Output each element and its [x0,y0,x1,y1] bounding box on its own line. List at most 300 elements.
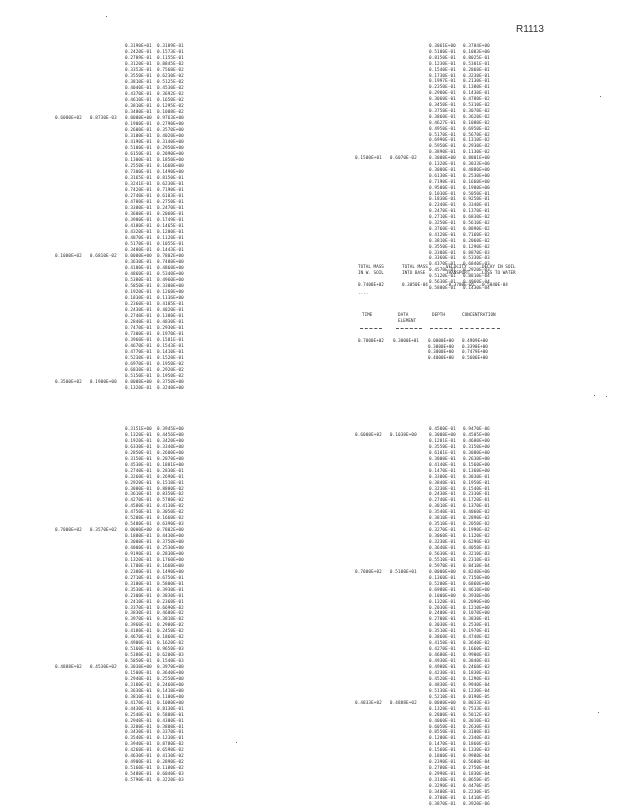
concentration-value: 0.1310E-02 [463,138,490,143]
depth-value: 0.4190E-01 [125,140,152,145]
depth-value: 0.1000E+00 [429,594,456,599]
depth-value: 0.1920E-01 [125,290,152,295]
depth-value: 0.3060E-01 [429,534,456,539]
group-label: 0.1000E+02 0.6810E-02 [55,254,117,259]
depth-value: 0.4530E-01 [125,463,152,468]
concentration-value: 0.4050E-03 [463,546,490,551]
depth-value: 0.1900E-01 [125,122,152,127]
concentration-value: 0.2550E+00 [157,677,184,682]
concentration-value: 0.3100E-03 [463,730,490,735]
concentration-value: 0.2450E-02 [157,629,184,634]
concentration-value: 0.4880E+00 [463,168,490,173]
summary-header-4: DECAY IN SOIL [482,265,516,270]
concentration-value: 0.2060E-02 [463,239,490,244]
group-label: 0.6000E+02 0.1030E+00 [355,433,417,438]
depth-value: 0.1320E-01 [125,433,152,438]
summary-subheader-3: TRANSPORT [446,271,470,276]
concentration-value: 0.1620E-02 [157,641,184,646]
depth-value: 0.0000E+00 [125,380,152,385]
concentration-value: 0.3570E+00 [157,128,184,133]
depth-value: 0.4930E-01 [429,659,456,664]
depth-value: 0.3010E-01 [429,504,456,509]
concentration-value: 0.2060E-01 [157,212,184,217]
depth-value: 0.5850E-01 [125,659,152,664]
concentration-value: 0.8350E-02 [157,492,184,497]
concentration-value: 0.6230E-02 [157,74,184,79]
depth-value: 0.3810E-01 [125,695,152,700]
depth-value: 0.3300E-01 [125,206,152,211]
depth-value: 0.2350E-01 [429,85,456,90]
depth-value: 0.2800E-01 [429,713,456,718]
depth-value: 0.6990E-01 [429,138,456,143]
concentration-value: 0.3340E-01 [463,203,490,208]
depth-value: 0.2700E-01 [429,617,456,622]
concentration-value: 0.4020E+00 [157,134,184,139]
concentration-value: 0.4860E+00 [157,266,184,271]
concentration-value: 0.5780E-02 [157,498,184,503]
concentration-value: 0.3189E-01 [157,44,184,49]
depth-value: 0.1470E-01 [429,742,456,747]
concentration-value: 0.5680E-04 [463,760,490,765]
concentration-value: 0.2630E-03 [463,725,490,730]
concentration-value: 0.1443E-01 [157,248,184,253]
concentration-value: 0.2230E-05 [463,790,490,795]
concentration-value: 0.1520E-01 [157,356,184,361]
concentration-value: 0.2530E+00 [463,174,490,179]
concentration-value: 0.1970E-01 [463,629,490,634]
depth-value: 0.2430E-01 [125,308,152,313]
concentration-value: 0.8150E-01 [157,176,184,181]
time-depth-value: 0.3000E+00 [428,344,454,350]
concentration-value: 0.7160E-02 [463,233,490,238]
concentration-value: 0.3230E-01 [463,74,490,79]
concentration-value: 0.2930E-01 [157,326,184,331]
concentration-value: 0.3810E-02 [157,617,184,622]
depth-value: 0.4370E-01 [429,262,456,267]
concentration-value: 0.1260E+00 [157,290,184,295]
depth-value: 0.1800E-01 [429,754,456,759]
concentration-value: 0.3140E+00 [157,140,184,145]
concentration-value: 0.9980E-04 [463,754,490,759]
concentration-value: 0.3220E-03 [157,778,184,783]
depth-value: 0.2740E-01 [125,469,152,474]
concentration-value: 0.4130E-02 [157,754,184,759]
concentration-value: 0.5670E-02 [463,133,490,138]
depth-value: 0.1320E-01 [125,558,152,563]
concentration-value: 0.2050E-02 [463,522,490,527]
concentration-value: 0.7533E-03 [463,707,490,712]
concentration-value: 0.2460E+00 [157,683,184,688]
depth-value: 0.7300E-01 [125,332,152,337]
concentration-value: 0.1660E-02 [157,516,184,521]
depth-value: 0.3810E-01 [125,80,152,85]
depth-value: 0.3151E+00 [125,427,152,432]
concentration-value: 0.1543E-01 [157,344,184,349]
concentration-value: 0.1490E+00 [157,170,184,175]
concentration-value: 0.8801E+00 [463,156,490,161]
depth-value: 0.5630E-01 [429,552,456,557]
concentration-value: 0.4430E+00 [157,534,184,539]
depth-value: 0.4750E-01 [125,510,152,515]
depth-value: 0.5480E-01 [125,772,152,777]
concentration-value: 0.1380E-01 [463,85,490,90]
concentration-value: 0.1830E-03 [463,671,490,676]
concentration-value: 0.5125E-02 [157,80,184,85]
summary-header-1: TOTAL MASS [358,265,384,270]
depth-value: 0.5790E-01 [125,778,152,783]
concentration-value: 0.7802E+00 [157,254,184,259]
depth-value: 0.3860E-01 [429,115,456,120]
depth-value: 0.2740E-01 [125,314,152,319]
depth-value: 0.3760E-01 [429,227,456,232]
depth-value: 0.2840E-01 [125,320,152,325]
concentration-value: 0.6750E-01 [157,576,184,581]
depth-value: 0.3640E-01 [429,546,456,551]
concentration-value: 0.7560E-02 [157,68,184,73]
depth-value: 0.3630E-01 [125,260,152,265]
depth-value: 0.3830E-01 [125,611,152,616]
depth-value: 0.3000E+00 [429,433,456,438]
depth-value: 0.3353E-01 [125,68,152,73]
concentration-value: 0.2790E+00 [157,122,184,127]
depth-value: 0.2710E-01 [125,576,152,581]
concentration-value: 0.2890E-02 [157,760,184,765]
concentration-value: 0.2890E-02 [463,516,490,521]
depth-value: 0.5970E-01 [429,564,456,569]
concentration-value: 0.6290E-03 [463,540,490,545]
depth-value: 0.1500E-01 [125,671,152,676]
depth-value: 0.3000E-01 [125,540,152,545]
concentration-value: 0.3920E-06 [463,802,490,807]
depth-value: 0.5160E-01 [125,647,152,652]
concentration-value: 0.2090E+00 [157,152,184,157]
depth-value: 0.4980E-01 [429,665,456,670]
concentration-value: 0.1465E-01 [157,224,184,229]
depth-value: 0.3550E-01 [125,74,152,79]
depth-value: 0.4580E-01 [429,427,456,432]
depth-value: 0.3970E-01 [125,617,152,622]
depth-value: 0.3300E-01 [429,475,456,480]
depth-value: 0.1920E-01 [125,439,152,444]
depth-value: 0.3610E-01 [125,492,152,497]
depth-value: 0.1830E-01 [125,296,152,301]
concentration-value: 0.7480E+00 [157,260,184,265]
depth-value: 0.3061E+00 [429,44,456,49]
depth-value: 0.3810E-01 [429,516,456,521]
concentration-value: 0.3420E+00 [157,439,184,444]
concentration-value: 0.3080E+00 [463,451,490,456]
depth-value: 0.6101E-01 [429,451,456,456]
depth-value: 0.8550E-01 [429,730,456,735]
scan-speck [236,742,237,743]
time-header-rule-3 [430,328,452,329]
concentration-value: 0.2530E-01 [463,623,490,628]
depth-value: 0.5160E-01 [125,766,152,771]
depth-value: 0.1830E-01 [429,197,456,202]
concentration-value: 0.2470E-01 [157,206,184,211]
depth-value: 0.5380E-01 [125,278,152,283]
scan-speck [106,16,107,17]
depth-value: 0.3510E-01 [429,629,456,634]
depth-value: 0.4770E-01 [125,350,152,355]
concentration-value: 0.8890E-02 [463,227,490,232]
concentration-value: 0.1180E+00 [157,695,184,700]
depth-value: 0.3370E-01 [125,606,152,611]
group-label: 0.4888E+02 0.4530E+02 [55,665,117,670]
depth-value: 0.3550E-01 [429,245,456,250]
time-subheader-element: ELEMENT [398,319,417,324]
concentration-value: 0.5610E-02 [463,221,490,226]
concentration-value: 0.6950E-02 [463,127,490,132]
concentration-value: 0.3692E-02 [157,92,184,97]
concentration-value: 0.4470E-05 [463,784,490,789]
time-first-time: 0.7000E+02 [358,339,384,344]
concentration-value: 0.5012E-03 [463,713,490,718]
concentration-value: 0.1120E-02 [463,534,490,539]
document-id: R1113 [516,24,544,35]
depth-value: 0.4180E-01 [125,266,152,271]
depth-value: 0.1320E-01 [429,162,456,167]
concentration-value: 0.3830E-01 [463,617,490,622]
depth-value: 0.2390E-01 [429,760,456,765]
time-header-rule-4 [460,328,500,329]
concentration-value: 0.3830E-01 [157,594,184,599]
depth-value: 0.3860E-01 [429,635,456,640]
concentration-value: 0.4740E-02 [463,635,490,640]
depth-value: 0.2400E-01 [429,611,456,616]
concentration-value: 0.3033E+00 [463,162,490,167]
concentration-value: 0.1950E-02 [157,362,184,367]
concentration-value: 0.4060E-02 [463,510,490,515]
concentration-value: 0.4130E-02 [157,504,184,509]
concentration-value: 0.2830E+00 [157,552,184,557]
depth-value: 0.0000E+00 [125,116,152,121]
concentration-value: 0.4960E-04 [463,280,490,285]
depth-value: 0.3630E-01 [125,689,152,694]
depth-value: 0.3540E-01 [125,736,152,741]
depth-value: 0.3180E-01 [125,683,152,688]
depth-value: 0.5150E-01 [125,374,152,379]
concentration-value: 0.1540E-01 [463,487,490,492]
concentration-value: 0.6830E-02 [463,215,490,220]
concentration-value: 0.1280E-01 [157,230,184,235]
depth-value: 0.2740E-01 [125,194,152,199]
depth-value: 0.3030E-01 [429,623,456,628]
concentration-value: 0.1900E+00 [463,186,490,191]
concentration-value: 0.1380E-01 [157,314,184,319]
concentration-value: 0.1230E-01 [157,736,184,741]
concentration-value: 0.4505E+00 [463,433,490,438]
concentration-value: 0.1801E+00 [157,463,184,468]
concentration-value: 0.1210E+00 [463,606,490,611]
depth-value: 0.6050E-01 [429,725,456,730]
depth-value: 0.4060E-01 [429,719,456,724]
depth-value: 0.3080E-01 [125,487,152,492]
concentration-value: 0.1749E-01 [157,218,184,223]
concentration-value: 0.5800E-01 [157,582,184,587]
depth-value: 0.4780E-01 [125,200,152,205]
time-concentration-value: 0.5606E+00 [462,355,488,361]
concentration-value: 0.6230E-01 [157,182,184,187]
concentration-value: 0.8780E-02 [157,742,184,747]
depth-value: 0.2360E-01 [125,302,152,307]
concentration-value: 0.1430E-04 [463,286,490,291]
concentration-value: 0.4830E-01 [157,320,184,325]
summary-marker: .... [358,291,369,296]
concentration-value: 0.5330E-03 [463,256,490,261]
concentration-value: 0.1070E+00 [463,611,490,616]
depth-value: 0.3870E-01 [429,802,456,807]
depth-value: 0.1560E-01 [429,748,456,753]
depth-value: 0.3550E-01 [429,445,456,450]
concentration-value: 0.1370E-01 [463,504,490,509]
depth-value: 0.5100E-01 [125,146,152,151]
depth-value: 0.3080E-01 [429,168,456,173]
concentration-value: 0.1660E+00 [157,564,184,569]
depth-value: 0.4520E-01 [429,677,456,682]
concentration-value: 0.1720E-01 [463,498,490,503]
depth-value: 0.7190E-01 [429,180,456,185]
depth-value: 0.2600E-01 [125,128,152,133]
concentration-value: 0.6590E-02 [157,748,184,753]
depth-value: 0.2780E-01 [429,766,456,771]
scan-speck [598,712,599,713]
concentration-value: 0.7150E+00 [463,576,490,581]
concentration-value: 0.2360E-01 [157,600,184,605]
concentration-value: 0.9250E-01 [463,197,490,202]
depth-value: 0.4180E-01 [125,224,152,229]
summary-subheader-2: INTO BASE [402,271,426,276]
scan-speck [606,396,607,397]
concentration-value: 0.2600E+00 [157,451,184,456]
depth-value: 0.3540E-01 [429,510,456,515]
concentration-value: 0.1660E+00 [157,164,184,169]
depth-value: 0.4680E-01 [429,653,456,658]
concentration-value: 0.7190E-01 [157,188,184,193]
depth-value: 0.4570E-01 [429,268,456,273]
concentration-value: 0.1410E-05 [463,796,490,801]
depth-value: 0.2789E-01 [125,56,152,61]
concentration-value: 0.3370E-01 [157,730,184,735]
depth-value: 0.3980E-01 [125,218,152,223]
time-concentration-value: 0.4909E+00 [462,339,488,344]
depth-value: 0.2300E-01 [125,594,152,599]
concentration-value: 0.4530E-02 [157,86,184,91]
concentration-value: 0.2750E-04 [463,766,490,771]
depth-value: 0.2340E-01 [429,203,456,208]
depth-value: 0.2470E-01 [429,209,456,214]
concentration-value: 0.2920E-02 [157,368,184,373]
concentration-value: 0.8870E-03 [463,251,490,256]
concentration-value: 0.3340E+00 [157,445,184,450]
concentration-value: 0.2860E-01 [463,68,490,73]
depth-value: 0.2920E-01 [125,481,152,486]
depth-value: 0.4830E-01 [429,683,456,688]
concentration-value: 0.3210E-03 [463,552,490,557]
depth-value: 0.4610E-01 [125,98,152,103]
concentration-value: 0.1860E-02 [157,635,184,640]
depth-value: 0.4000E-01 [125,546,152,551]
concentration-value: 0.1660E-02 [463,647,490,652]
concentration-value: 0.3640E-02 [463,641,490,646]
concentration-value: 0.4456E+00 [157,433,184,438]
concentration-value: 0.1510E-01 [157,481,184,486]
summary-value-2: 0.3050E-04 [402,283,428,288]
concentration-value: 0.1290E-02 [463,245,490,250]
depth-value: 0.1360E-01 [429,576,456,581]
concentration-value: 0.1155E-01 [157,56,184,61]
summary-value-3: -0.3700E-05 [446,283,475,288]
depth-value: 0.3270E-01 [429,528,456,533]
time-header-data: DATA [398,313,409,318]
depth-value: 0.6150E-01 [125,152,152,157]
time-first-element: 0.3000E+01 [393,339,419,344]
depth-value: 0.1700E-01 [125,564,152,569]
concentration-value: 0.1540E-03 [157,659,184,664]
depth-value: 0.4670E-01 [125,635,152,640]
depth-value: 0.0000E+00 [125,254,152,259]
depth-value: 0.2540E-01 [125,713,152,718]
group-label: 0.7000E+02 0.3570E+02 [55,528,117,533]
depth-value: 0.5630E-01 [429,280,456,285]
concentration-value: 0.3070E-02 [463,109,490,114]
depth-value: 0.4430E-01 [125,707,152,712]
depth-value: 0.4260E-01 [125,748,152,753]
depth-value: 0.3120E-01 [125,62,152,67]
concentration-value: 0.6040E-03 [157,772,184,777]
concentration-value: 0.4610E+00 [463,588,490,593]
concentration-value: 0.4680E-02 [157,611,184,616]
concentration-value: 0.2690E-01 [157,475,184,480]
depth-value: 0.6330E-01 [125,445,152,450]
time-depth-value: 0.4000E+00 [428,355,454,361]
concentration-value: 0.8810E-04 [463,274,490,279]
group-label: 0.7000E+02 0.5100E+01 [355,570,417,575]
concentration-value: 0.2530E+00 [157,546,184,551]
depth-value: 0.4170E-01 [125,701,152,706]
concentration-value: 0.2630E+00 [463,457,490,462]
depth-value: 0.3150E-01 [125,457,152,462]
depth-value: 0.3960E-01 [125,623,152,628]
depth-value: 0.6830E-01 [125,368,152,373]
depth-value: 0.3750E-01 [429,109,456,114]
depth-value: 0.4950E-01 [429,127,456,132]
time-header-rule-2 [396,328,422,329]
depth-value: 0.3250E-01 [429,221,456,226]
concentration-value: 0.9763E+00 [157,116,184,121]
concentration-value: 0.3240E+00 [157,386,184,391]
depth-value: 0.9500E-01 [429,186,456,191]
concentration-value: 0.3050E-02 [157,510,184,515]
depth-value: 0.3190E+01 [125,44,152,49]
depth-value: 0.5200E-01 [429,582,456,587]
depth-value: 0.4630E-01 [125,754,152,759]
concentration-value: 0.1660E+00 [463,180,490,185]
concentration-value: 0.5880E-01 [157,713,184,718]
depth-value: 0.3241E-01 [125,182,152,187]
concentration-value: 0.4680E+00 [463,439,490,444]
concentration-value: 0.3800E-01 [157,725,184,730]
depth-value: 0.4270E-01 [125,498,152,503]
depth-value: 0.4670E-01 [125,344,152,349]
concentration-value: 0.2950E+00 [157,146,184,151]
concentration-value: 0.2090E+00 [463,600,490,605]
depth-value: 0.3960E-01 [125,338,152,343]
concentration-value: 0.9470E-06 [463,427,490,432]
concentration-value: 0.6200E-03 [157,653,184,658]
depth-value: 0.5480E-01 [125,522,152,527]
depth-value: 0.3260E-01 [125,475,152,480]
